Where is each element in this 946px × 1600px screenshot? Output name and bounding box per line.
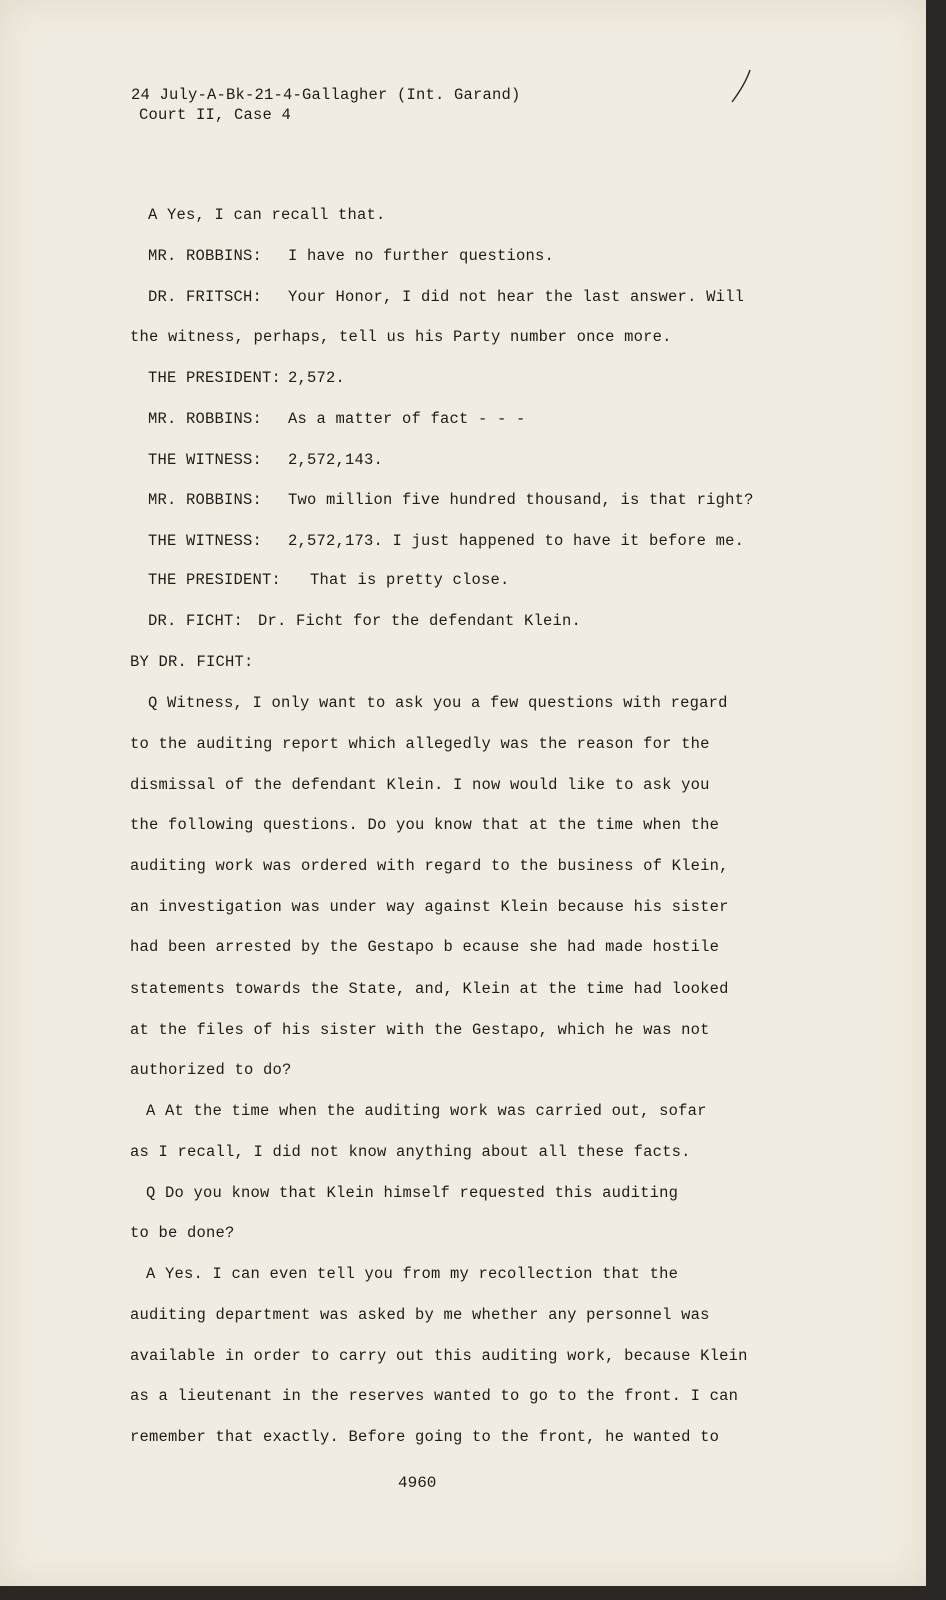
speaker-label: MR. ROBBINS: [148,410,263,428]
speaker-label: THE PRESIDENT: [148,369,282,387]
speaker-label: THE WITNESS: [148,532,263,550]
speech-text: 2,572. [288,369,346,387]
answer-line: as a lieutenant in the reserves wanted to go to the front. I can [130,1387,739,1405]
header-case-line: 24 July-A-Bk-21-4-Gallagher (Int. Garand) [131,86,521,104]
question-line: statements towards the State, and, Klein at the time had looked [130,980,729,998]
speaker-line [148,612,581,630]
header-court-line: Court II, Case 4 [139,106,292,124]
speaker-line [148,369,345,387]
speaker-label: THE WITNESS: [148,451,263,469]
speaker-line [148,451,383,469]
question-line: the following questions. Do you know that at the time when the [130,816,720,834]
answer-line: A Yes. I can even tell you from my recollection that the [146,1265,679,1283]
answer-line: auditing department was asked by me whether any personnel was [130,1306,710,1324]
speaker-line [148,247,554,265]
answer-line: available in order to carry out this auditing work, because Klein [130,1347,748,1365]
answer-line: remember that exactly. Before going to the front, he wanted to [130,1428,720,1446]
examination-heading: BY DR. FICHT: [130,653,254,671]
speaker-label: DR. FICHT: [148,612,244,630]
speech-text: Two million five hundred thousand, is that right? [288,491,754,509]
speaker-line [148,288,744,306]
speaker-label: MR. ROBBINS: [148,491,263,509]
speaker-label: THE PRESIDENT: [148,571,282,589]
speaker-line [148,410,526,428]
question-line: Q Witness, I only want to ask you a few questions with regard [148,694,728,712]
speech-text: As a matter of fact - - - [288,410,526,428]
pencil-check-mark [726,68,756,104]
question-line: had been arrested by the Gestapo b ecause she had made hostile [130,938,720,956]
answer-line: A Yes, I can recall that. [148,206,386,224]
speech-text: 2,572,173. I just happened to have it before me. [288,532,745,550]
speech-continuation: the witness, perhaps, tell us his Party number once more. [130,328,672,346]
question-line: dismissal of the defendant Klein. I now would like to ask you [130,776,710,794]
question-line: Q Do you know that Klein himself requested this auditing [146,1184,679,1202]
speaker-label: MR. ROBBINS: [148,247,263,265]
question-line: auditing work was ordered with regard to the business of Klein, [130,857,729,875]
speech-text: Your Honor, I did not hear the last answer. Will [288,288,745,306]
speech-text: That is pretty close. [310,571,510,589]
question-line: an investigation was under way against Klein because his sister [130,898,729,916]
page-number: 4960 [398,1474,437,1492]
answer-line: A At the time when the auditing work was carried out, sofar [146,1102,707,1120]
speech-text: Dr. Ficht for the defendant Klein. [258,612,582,630]
answer-line: as I recall, I did not know anything about all these facts. [130,1143,691,1161]
speaker-line [148,491,754,509]
speaker-line [148,532,744,550]
speaker-label: DR. FRITSCH: [148,288,263,306]
question-line: authorized to do? [130,1061,292,1079]
speech-text: 2,572,143. [288,451,384,469]
question-line: to be done? [130,1224,235,1242]
speech-text: I have no further questions. [288,247,555,265]
question-line: to the auditing report which allegedly was the reason for the [130,735,710,753]
speaker-line [148,571,510,589]
question-line: at the files of his sister with the Gestapo, which he was not [130,1021,710,1039]
